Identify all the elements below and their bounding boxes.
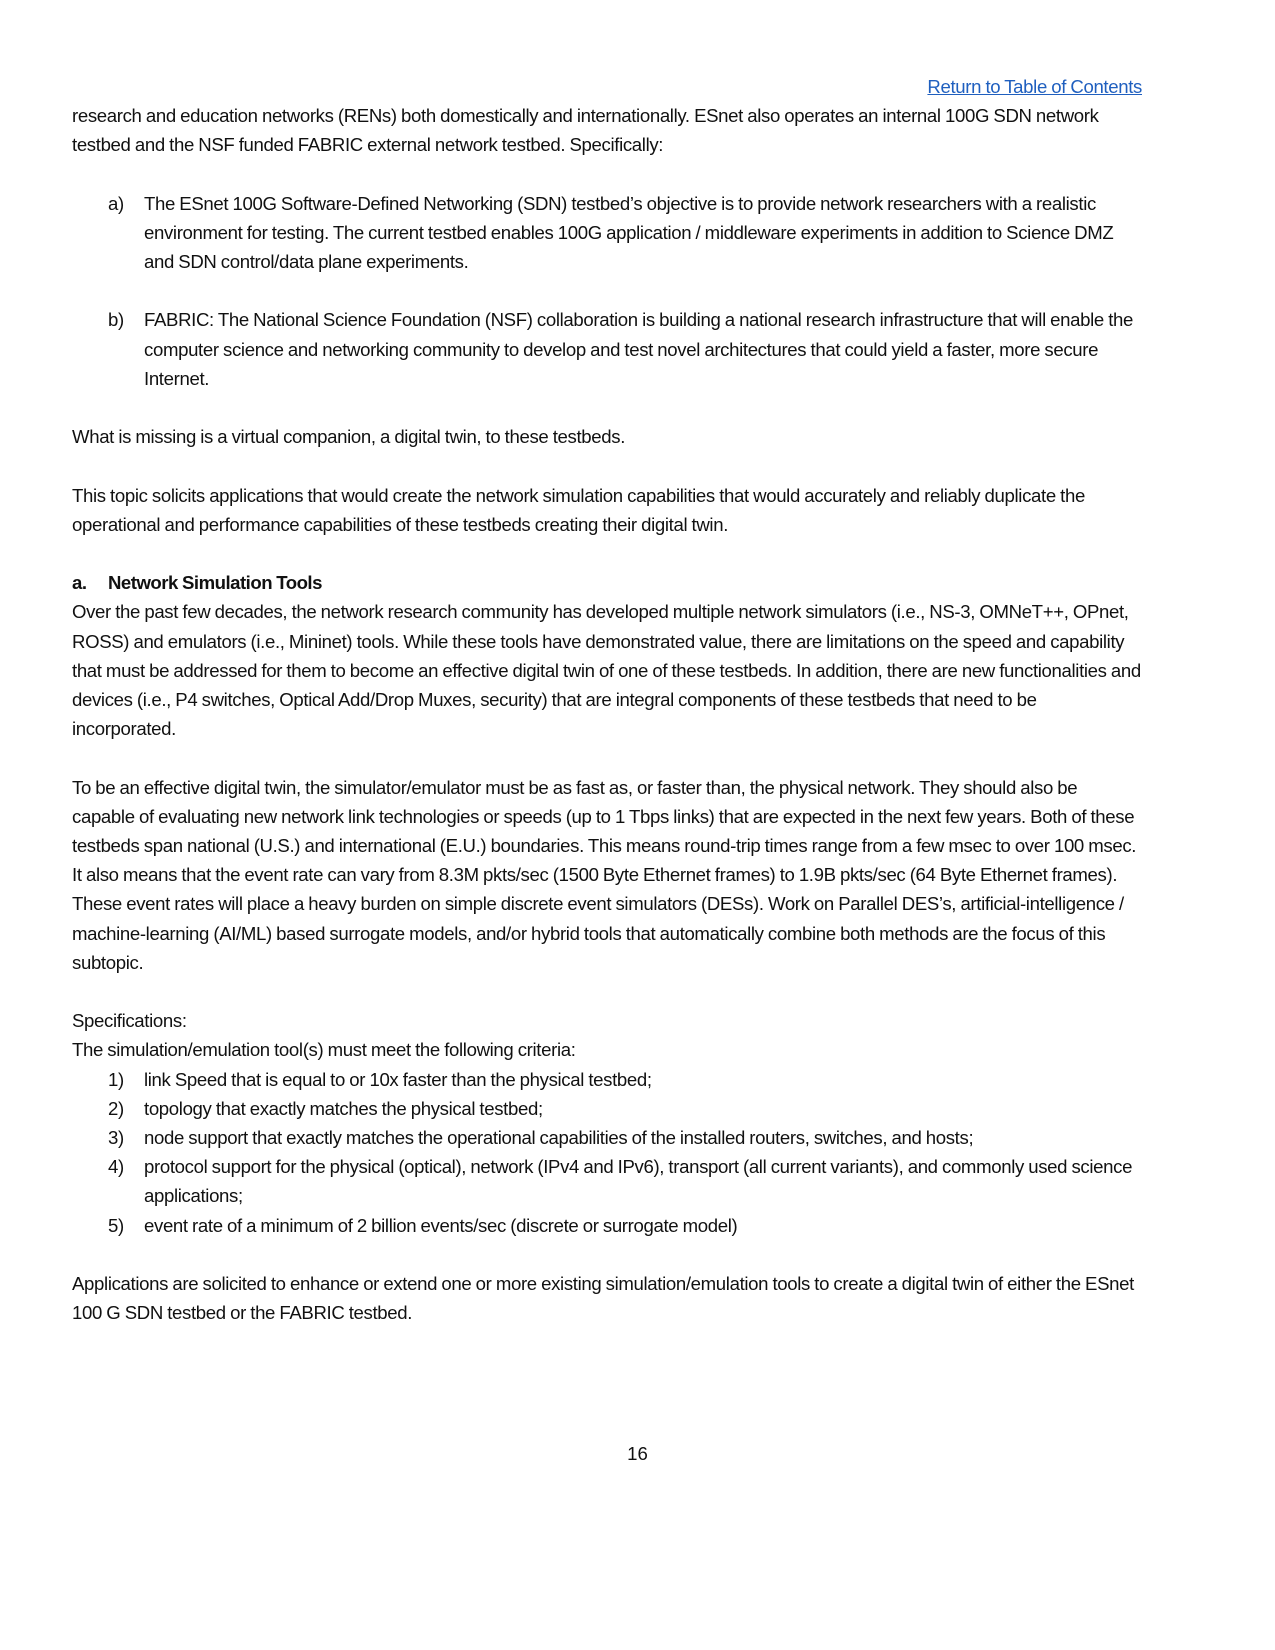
intro-paragraph: research and education networks (RENs) both domestically and internationally. ESnet also operates an internal 100G SDN network testbed and the NSF funded FABRIC external network testbed. Specifically:: [72, 105, 1099, 156]
page-number: 16: [627, 1443, 648, 1464]
testbed-text: FABRIC: The National Science Foundation (NSF) collaboration is building a national research infrastructure that will enable the computer science and networking community to develop and test novel architectures that could yield a faster, more secure Internet.: [144, 309, 1134, 389]
list-marker: 4): [108, 1156, 124, 1178]
specifications-label: Specifications:: [72, 1010, 187, 1032]
spacer: [72, 743, 1142, 772]
criteria-item: [72, 1065, 1142, 1094]
criteria-text: event rate of a minimum of 2 billion events/sec (discrete or surrogate model): [144, 1214, 738, 1236]
testbed-text: The ESnet 100G Software-Defined Networking (SDN) testbed’s objective is to provide network researchers with a realistic environment for testing. The current testbed enables 100G application / middleware experiments in addition to Science DMZ and SDN control/data plane experiments.: [144, 192, 1114, 272]
criteria-text: topology that exactly matches the physical testbed;: [144, 1097, 543, 1119]
simulators-paragraph: Over the past few decades, the network research community has developed multiple network simulators (i.e., NS-3, OMNeT++, OPnet, ROSS) and emulators (i.e., Mininet) tools. While these tools have demonstrated value, there are limitations on the speed and capability that must be addressed for them to become an effective digital twin of one of these testbeds. In addition, there are new functionalities and devices (i.e., P4 switches, Optical Add/Drop Muxes, security) that are integral components of these testbeds that need to be incorporated.: [72, 601, 1141, 740]
spacer: [72, 1240, 1142, 1269]
spacer: [72, 977, 1142, 1006]
criteria-list: [72, 1065, 1142, 1240]
testbed-item-esnet: [72, 189, 1142, 277]
solicit-paragraph: This topic solicits applications that would create the network simulation capabilities that would accurately and reliably duplicate the operational and performance capabilities of these testbeds creating their digital twin.: [72, 484, 1085, 535]
list-marker: 3): [108, 1127, 124, 1148]
toc-link-row: [72, 72, 1142, 101]
list-marker: 5): [108, 1214, 124, 1236]
criteria-item: [72, 1152, 1142, 1210]
testbed-item-fabric: [72, 305, 1142, 393]
criteria-item: [72, 1123, 1142, 1152]
section-marker: a.: [72, 572, 87, 594]
criteria-item: [72, 1094, 1142, 1123]
spacer: [72, 539, 1142, 568]
spacer: [72, 393, 1142, 422]
specifications-intro: The simulation/emulation tool(s) must meet the following criteria:: [72, 1039, 576, 1061]
section-heading: [72, 568, 1142, 597]
criteria-text: node support that exactly matches the operational capabilities of the installed routers, switches, and hosts;: [144, 1127, 974, 1148]
list-marker: a): [108, 192, 124, 214]
document-page: [72, 72, 1142, 1327]
return-to-toc-link[interactable]: Return to Table of Contents: [927, 76, 1142, 97]
testbed-list: [72, 189, 1142, 393]
digital-twin-paragraph: To be an effective digital twin, the simulator/emulator must be as fast as, or faster than, the physical network. They should also be capable of evaluating new network link technologies or speeds (up to 1 Tbps links) that are expected in the next few years. Both of these testbeds span national (U.S.) and international (E.U.) boundaries. This means round-trip times range from a few msec to over 100 msec. It also means that the event rate can vary from 8.3M pkts/sec (1500 Byte Ethernet frames) to 1.9B pkts/sec (64 Byte Ethernet frames). These event rates will place a heavy burden on simple discrete event simulators (DESs). Work on Parallel DES’s, artificial-intelligence / machine-learning (AI/ML) based surrogate models, and/or hybrid tools that automatically combine both methods are the focus of this subtopic.: [72, 776, 1137, 973]
list-marker: 1): [108, 1068, 124, 1090]
list-marker: 2): [108, 1097, 124, 1119]
missing-paragraph: What is missing is a virtual companion, a digital twin, to these testbeds.: [72, 426, 626, 448]
section-title: Network Simulation Tools: [108, 572, 322, 594]
criteria-text: protocol support for the physical (optical), network (IPv4 and IPv6), transport (all current variants), and commonly used science applications;: [144, 1156, 1133, 1207]
criteria-item: [72, 1211, 1142, 1240]
criteria-text: link Speed that is equal to or 10x faster than the physical testbed;: [144, 1068, 652, 1090]
spacer: [72, 451, 1142, 480]
list-marker: b): [108, 309, 124, 331]
closing-paragraph: Applications are solicited to enhance or extend one or more existing simulation/emulation tools to create a digital twin of either the ESnet 100 G SDN testbed or the FABRIC testbed.: [72, 1273, 1134, 1324]
